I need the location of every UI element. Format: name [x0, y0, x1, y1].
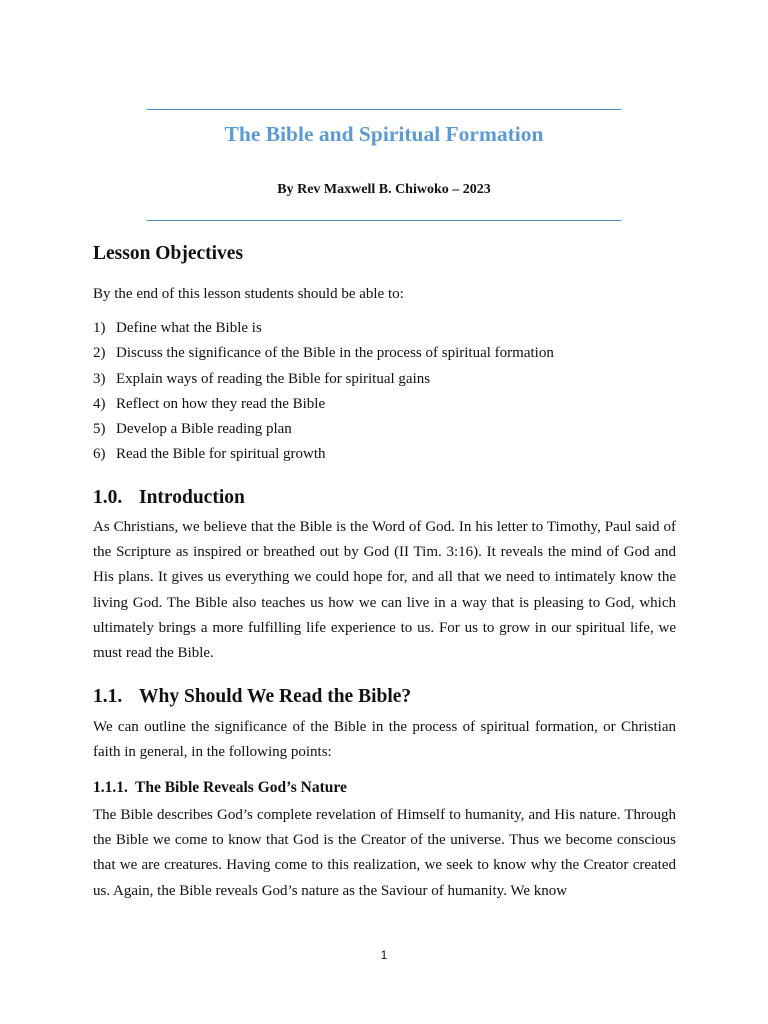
title-bottom-rule — [147, 220, 621, 221]
why-read-number: 1.1. — [93, 686, 123, 707]
why-read-body-block — [93, 715, 676, 765]
reveals-nature-title: The Bible Reveals God’s Nature — [135, 779, 347, 796]
objectives-section — [93, 241, 676, 267]
reveals-nature-paragraph: The Bible describes God’s complete revelation of Himself to humanity, and His nature. Through the Bible we come to know that God is the Creator of the universe. Thus we become conscious that we are creatures. Having come to this realization, we seek to know why the Creator created us. Again, the Bible reveals God’s nature as the Saviour of humanity. We know — [93, 807, 676, 899]
why-read-heading — [93, 684, 676, 710]
objective-item — [93, 316, 676, 341]
document-byline: By Rev Maxwell B. Chiwoko – 2023 — [277, 182, 491, 197]
objective-text: Reflect on how they read the Bible — [116, 395, 326, 412]
introduction-body-block — [93, 515, 676, 666]
objective-number: 6) — [93, 446, 106, 463]
why-read-paragraph: We can outline the significance of the Bible in the process of spiritual formation, or Christian faith in general, in the following points: — [93, 719, 676, 761]
objectives-intro: By the end of this lesson students should be able to: — [93, 286, 404, 302]
why-read-heading-block — [93, 684, 676, 710]
introduction-heading — [93, 485, 676, 511]
objective-number: 1) — [93, 320, 106, 336]
objective-number: 5) — [93, 421, 106, 438]
page-number: 1 — [380, 948, 388, 962]
introduction-heading-block — [93, 485, 676, 511]
objectives-list — [93, 316, 676, 468]
objective-text: Develop a Bible reading plan — [116, 421, 292, 438]
title-top-rule — [147, 109, 621, 110]
objective-number: 2) — [93, 345, 106, 362]
objectives-heading: Lesson Objectives — [93, 243, 244, 264]
document-title: The Bible and Spiritual Formation — [224, 122, 544, 146]
objective-item — [93, 417, 676, 442]
reveals-nature-number: 1.1.1. — [93, 779, 128, 796]
introduction-number: 1.0. — [93, 487, 123, 508]
introduction-paragraph: As Christians, we believe that the Bible is the Word of God. In his letter to Timothy, Paul said of the Scripture as inspired or breathed out by God (II Tim. 3:16). It reveals the mind of God and His plans. It gives us everything we could hope for, and all that we need to intimately know the living God. The Bible also teaches us how we can live in a way that is pleasing to God, which ultimately brings a more fulfilling life experience to us. For us to grow in our spiritual life, we must read the Bible. — [93, 519, 676, 662]
reveals-nature-body-block — [93, 803, 676, 904]
objective-text: Discuss the significance of the Bible in the process of spiritual formation — [116, 345, 554, 362]
objective-item — [93, 341, 676, 366]
objective-number: 4) — [93, 395, 106, 412]
reveals-nature-heading-block — [93, 777, 676, 799]
objective-item — [93, 442, 676, 467]
introduction-title: Introduction — [139, 487, 245, 508]
objectives-list-block — [93, 316, 676, 468]
objective-item — [93, 392, 676, 417]
why-read-title: Why Should We Read the Bible? — [139, 686, 412, 707]
objective-text: Define what the Bible is — [116, 320, 262, 336]
objective-item — [93, 367, 676, 392]
objective-text: Explain ways of reading the Bible for spiritual gains — [116, 370, 431, 387]
objectives-intro-block — [93, 283, 676, 305]
objective-number: 3) — [93, 370, 106, 387]
reveals-nature-heading — [93, 777, 676, 799]
objective-text: Read the Bible for spiritual growth — [116, 446, 326, 463]
